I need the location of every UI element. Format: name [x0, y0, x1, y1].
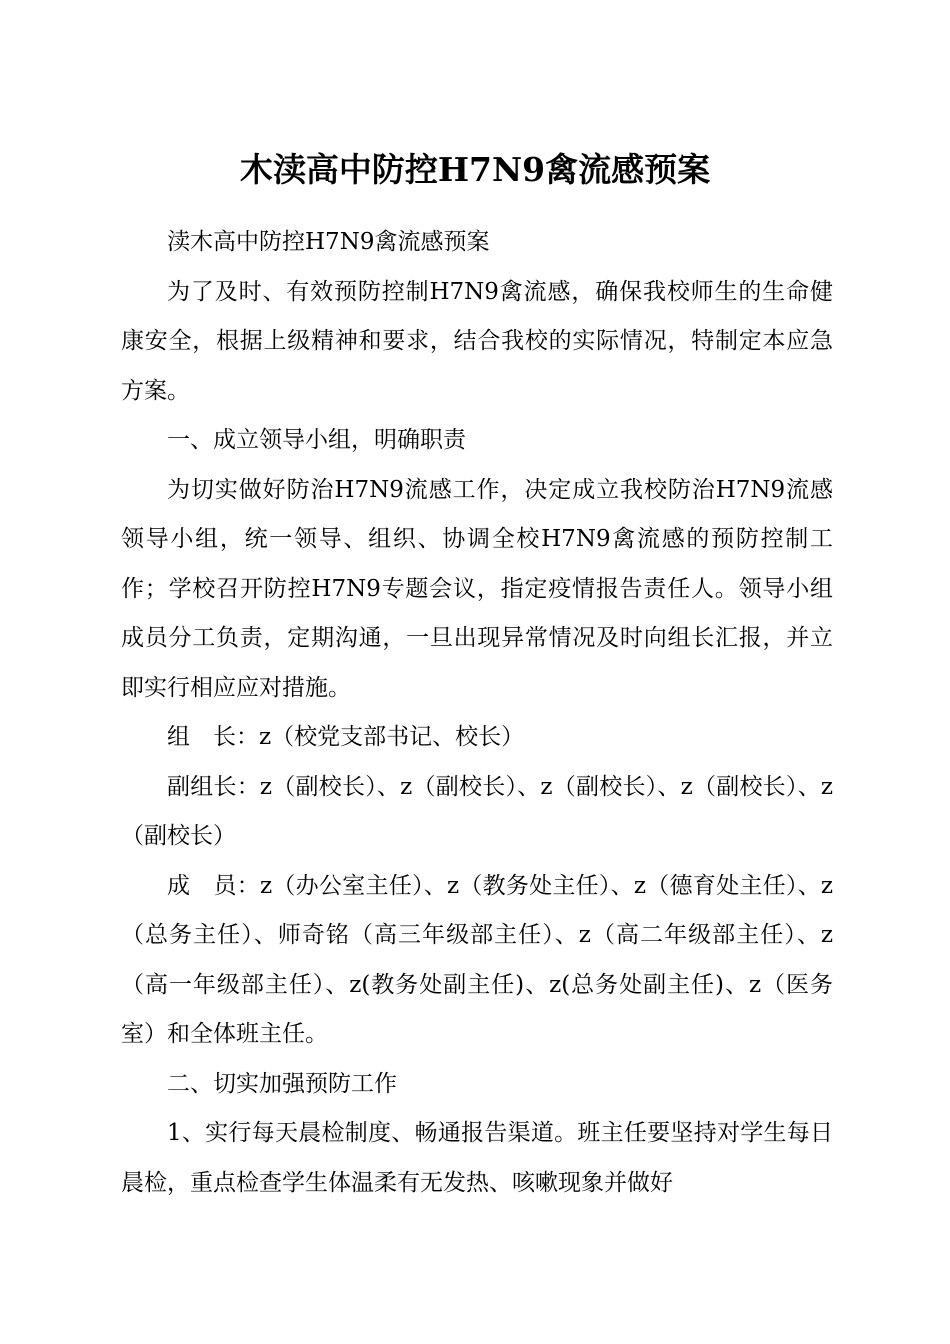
paragraph-subtitle: 渎木高中防控H7N9禽流感预案	[167, 229, 490, 255]
document-body	[121, 218, 833, 1208]
paragraph-intro: 为了及时、有效预防控制H7N9禽流感，确保我校师生的生命健康安全，根据上级精神和要求，结合我校的实际情况，特制定本应急方案。	[121, 278, 833, 404]
paragraph-morning-check: 1、实行每天晨检制度、畅通报告渠道。班主任要坚持对学生每日晨检，重点检查学生体温柔有无发热、咳嗽现象并做好	[121, 1120, 833, 1196]
document-title: 木渎高中防控H7N9禽流感预案	[239, 150, 711, 189]
section-heading-1: 一、成立领导小组，明确职责	[167, 427, 466, 453]
paragraph-leader: 组 长：z（校党支部书记、校长）	[167, 724, 525, 750]
paragraph-leadership: 为切实做好防治H7N9流感工作，决定成立我校防治H7N9流感领导小组，统一领导、组织、协调全校H7N9禽流感的预防控制工作；学校召开防控H7N9专题会议，指定疫情报告责任人。领导小组成员分工负责，定期沟通，一旦出现异常情况及时向组长汇报，并立即实行相应应对措施。	[121, 476, 833, 701]
paragraph-members: 成 员：z（办公室主任）、z（教务处主任）、z（德育处主任）、z（总务主任）、师奇铭（高三年级部主任）、z（高二年级部主任）、z（高一年级部主任）、z(教务处副主任)、z(总务处副主任)、z（医务室）和全体班主任。	[121, 872, 833, 1047]
paragraph-deputy-leaders: 副组长：z（副校长）、z（副校长）、z（副校长）、z（副校长）、z（副校长）	[121, 773, 833, 849]
section-heading-2: 二、切实加强预防工作	[167, 1070, 397, 1097]
